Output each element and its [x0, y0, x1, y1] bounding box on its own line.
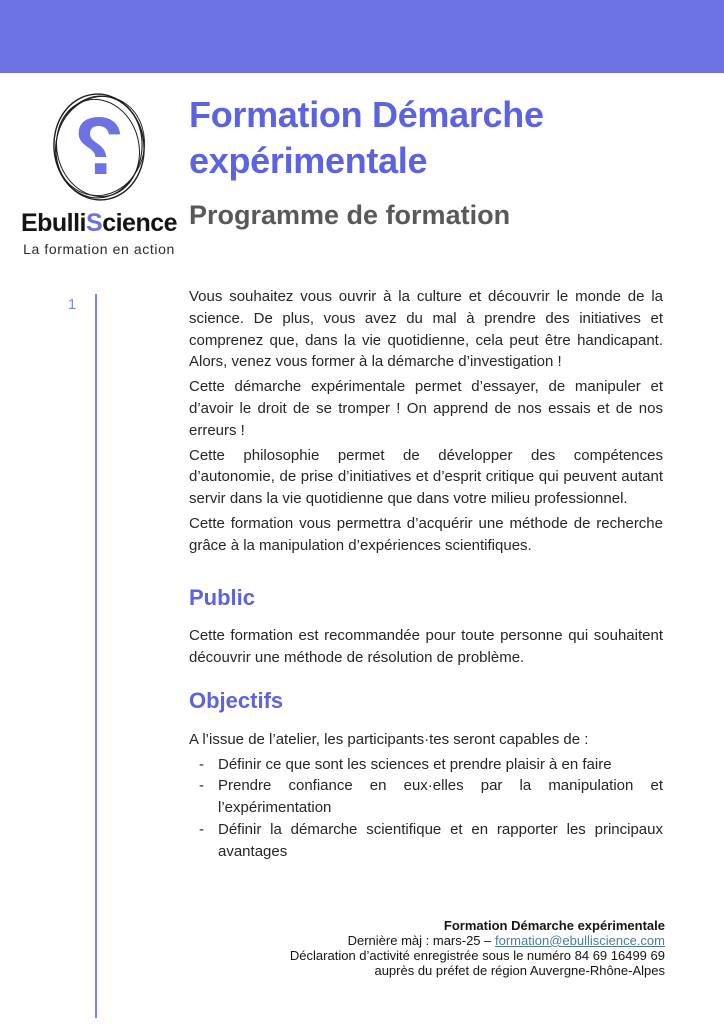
brand-suffix: cience	[102, 209, 178, 237]
document-subtitle: Programme de formation	[189, 200, 511, 230]
intro-paragraph: Cette philosophie permet de développer des compétences d’autonomie, de prise d’initiatives et d’esprit critique qui peuvent autant servir dans la vie quotidienne que dans votre milieu professionnel.	[189, 446, 663, 508]
footer-updated-prefix: Dernière màj : mars-25 –	[347, 932, 495, 948]
page-footer	[290, 919, 665, 979]
intro-paragraph: Cette démarche expérimentale permet d’essayer, de manipuler et d’avoir le droit de se tromper ! On apprend de nos essais et de nos erreurs !	[189, 378, 663, 439]
intro-paragraph: Cette formation vous permettra d’acquérir une méthode de recherche grâce à la manipulation d’expériences scientifiques.	[189, 514, 663, 554]
section-heading-objectifs: Objectifs	[189, 687, 284, 713]
intro-paragraph: Vous souhaitez vous ouvrir à la culture et découvrir le monde de la science. De plus, vous avez du mal à prendre des initiatives et comprenez que, dans la vie quotidienne, cela peut être handicapant. Alors, venez vous former à la démarche d’investigation !	[189, 288, 663, 371]
question-mark-icon: ?	[73, 101, 125, 192]
public-paragraph: Cette formation est recommandée pour toute personne qui souhaitent découvrir une méthode de résolution de problème.	[189, 627, 663, 667]
footer-updated	[290, 934, 665, 949]
margin-rule	[95, 294, 97, 1018]
footer-registration: Déclaration d’activité enregistrée sous le numéro 84 69 16499 69	[289, 947, 665, 963]
list-item: - Définir la démarche scientifique et en rapporter les principaux avantages	[189, 819, 663, 863]
list-item: - Prendre confiance en eux·elles par la manipulation et l’expérimentation	[189, 775, 663, 819]
email-link[interactable]: formation@ebulliscience.com	[495, 932, 665, 948]
section-heading-public: Public	[189, 584, 256, 610]
list-item: - Définir ce que sont les sciences et prendre plaisir à en faire	[189, 754, 663, 776]
document-title: Formation Démarche expérimentale	[189, 94, 544, 181]
page-number: 1	[67, 296, 77, 313]
main-content	[189, 286, 663, 863]
brand-s-accent: S	[86, 209, 103, 237]
objectifs-list	[189, 754, 663, 863]
objectifs-intro: A l’issue de l’atelier, les participants·tes seront capables de :	[189, 730, 589, 748]
footer-region: auprès du préfet de région Auvergne-Rhône-Alpes	[374, 962, 665, 978]
footer-title: Formation Démarche expérimentale	[443, 918, 665, 933]
logo-circle	[50, 90, 148, 204]
title-block	[189, 92, 659, 231]
brand-prefix: Ebulli	[20, 209, 87, 237]
brand-tagline: La formation en action	[23, 241, 175, 257]
header-banner	[0, 0, 724, 73]
logo	[20, 90, 178, 257]
brand-name	[20, 209, 178, 238]
